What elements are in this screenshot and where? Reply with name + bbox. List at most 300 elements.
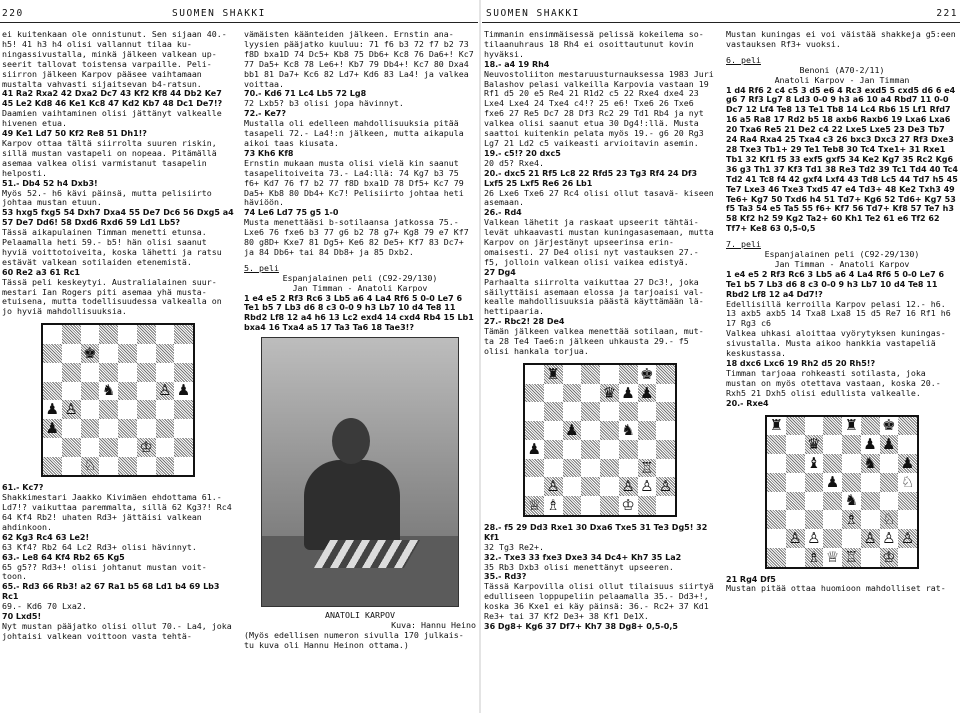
chess-piece-icon: ♙ <box>658 477 673 496</box>
moves: 18.- a4 19 Rh4 <box>484 59 550 69</box>
board-square <box>81 438 100 457</box>
chess-piece-icon: ♙ <box>807 528 821 547</box>
board-square <box>656 421 675 440</box>
board-square <box>638 421 657 440</box>
chess-piece-icon: ♟ <box>825 472 840 491</box>
chess-piece-icon: ♞ <box>101 381 116 400</box>
moves: 27 Dg4 <box>484 267 516 277</box>
right-header <box>482 6 960 23</box>
board-square <box>581 459 600 478</box>
board-square <box>656 402 675 421</box>
board-square <box>99 419 118 438</box>
board-square <box>137 382 156 401</box>
board-square <box>842 510 861 529</box>
board-square <box>156 382 175 401</box>
board-square <box>544 421 563 440</box>
photo-caption: ANATOLI KARPOV <box>325 610 395 621</box>
board-square <box>525 440 544 459</box>
board-square <box>99 438 118 457</box>
player-photo <box>261 337 459 607</box>
board-square <box>805 492 824 511</box>
chess-piece-icon: ♛ <box>807 435 821 454</box>
board-square <box>880 435 899 454</box>
board-square <box>156 438 175 457</box>
board-square <box>600 365 619 384</box>
board-square <box>156 344 175 363</box>
board-square <box>174 457 193 476</box>
board-square <box>842 473 861 492</box>
board-square <box>174 325 193 344</box>
board-square <box>842 417 861 436</box>
board-square <box>118 344 137 363</box>
paragraph: Mustan pitää ottaa huomioon mahdolliset rat- <box>726 583 946 594</box>
paragraph: Valkea uhkasi aloittaa vyörytyksen kuningas- sivustalla. Musta aikoo hankkia vastapeliä keskustassa. <box>726 328 946 359</box>
game-title: 5. peli <box>244 262 279 273</box>
chess-piece-icon: ♚ <box>83 343 97 362</box>
board-square <box>600 496 619 515</box>
board-square <box>767 417 786 436</box>
paragraph: Valkean lähetit ja raskaat upseerit tähtäi- levät uhkaavasti mustan kuningasasemaan, mutta Karpov on järjestänyt upseerinsa erin- omaisesti. 27 De4 olisi nyt vastauksen 27.- f5, jolloin valkean olisi vaikea edistyä. <box>484 217 714 267</box>
board-square <box>156 363 175 382</box>
left-header <box>0 6 478 23</box>
chess-piece-icon: ♗ <box>546 496 560 515</box>
board-square <box>99 400 118 419</box>
board-square <box>842 492 861 511</box>
paragraph: ei kuitenkaan ole onnistunut. Sen sijaan 40.- h5! 41 h3 h4 olisi vallannut tilaa ku- ningassivustalla, minkä jälkeen valkean up- seerit tallovat toistensa varpaille. Peli- siirron jälkeen Karpov pääsee vaihtamaan mustalta vahvasti sijaitsevan b4-ratsun. <box>2 29 227 89</box>
board-square <box>656 477 675 496</box>
chess-piece-icon: ♞ <box>621 421 635 440</box>
moves: 21 Rg4 Df5 <box>726 574 776 584</box>
moves: 70 Lxd5! <box>2 612 42 622</box>
board-square <box>544 365 563 384</box>
board-square <box>43 400 62 419</box>
chess-piece-icon: ♝ <box>807 453 821 472</box>
board-square <box>137 419 156 438</box>
chess-piece-icon: ♚ <box>882 416 896 435</box>
board-square <box>156 457 175 476</box>
paragraph: Shakkimestari Jaakko Kivimäen ehdottama 61.- Ld7!? vaikuttaa paremmalta, sillä 62 Kg3?! Rc4 64 Kf4 Rb2! uhaten Rd3+ jättäisi valkean ahdinkoon. <box>2 492 232 532</box>
board-square <box>581 402 600 421</box>
game-opening: Espanjalainen peli (C92-29/130) <box>764 249 920 260</box>
chess-piece-icon: ♞ <box>844 491 859 510</box>
board-square <box>43 363 62 382</box>
chess-piece-icon: ♗ <box>844 510 859 529</box>
board-square <box>137 457 156 476</box>
game-players: Anatoli Karpov - Jan Timman <box>774 74 910 85</box>
paragraph: vämäisten käänteiden jälkeen. Ernstin ana- lyysien pääjatko kuuluu: 71 f6 b3 72 f7 b2 73 f8D bxa1D 74 Dc5+ Kb8 75 Db6+ Kc8 76 Da6+! Kc7 77 Da5+ Kc8 78 Le6+! Kb7 79 Db4+! Kc7 80 Dxa4 bb1 81 Da7+ Kc6 82 Ld7+ Kd6 83 La4! ja valkea voittaa. <box>244 29 474 89</box>
moves: 73 Kh6 Kf8 <box>244 148 294 158</box>
board-square <box>525 496 544 515</box>
board-square <box>805 510 824 529</box>
moves: 72.- Ke7? <box>244 109 286 119</box>
chess-piece-icon: ♙ <box>546 477 560 496</box>
board-square <box>861 417 880 436</box>
board-square <box>861 548 880 567</box>
chess-piece-icon: ♘ <box>882 510 896 529</box>
board-square <box>544 477 563 496</box>
board-square <box>544 496 563 515</box>
board-square <box>525 365 544 384</box>
board-square <box>600 477 619 496</box>
board-square <box>656 365 675 384</box>
board-square <box>619 402 638 421</box>
board-square <box>99 344 118 363</box>
board-square <box>638 402 657 421</box>
board-square <box>81 344 100 363</box>
chess-piece-icon: ♟ <box>900 453 915 472</box>
board-square <box>544 440 563 459</box>
board-square <box>861 454 880 473</box>
moves: 35.- Rd3? <box>484 572 527 582</box>
moves: 74 Le6 Ld7 75 g5 1-0 <box>244 208 339 218</box>
board-square <box>880 454 899 473</box>
paragraph: Tässä Karpovilla olisi ollut tilaisuus siirtyä edulliseen loppupeliin pelaamalla 35.- Dd3+!, koska 36 Kxe1 ei käy päinsä: 36.- Rc2+ 37 Kd1 Re3+ tai 37 Kf2 De3+ 38 Kf1 De1X. <box>484 581 714 622</box>
board-square <box>861 510 880 529</box>
board-square <box>880 548 899 567</box>
board-square <box>563 365 582 384</box>
chess-piece-icon: ♔ <box>139 437 153 456</box>
moves: 62 Kg3 Rc4 63 Le2! <box>2 532 90 542</box>
board-square <box>619 459 638 478</box>
chess-diagram-1 <box>41 323 195 477</box>
board-square <box>786 473 805 492</box>
board-square <box>898 510 917 529</box>
game-opening: Espanjalainen peli (C92-29/130) <box>282 272 438 283</box>
board-square <box>174 419 193 438</box>
paragraph: Timman tarjoaa rohkeasti sotilasta, joka mustan on myös otettava vastaan, koska 20.- Rxh5 21 Dxh5 olisi edullista valkealle. <box>726 367 941 398</box>
chess-piece-icon: ♖ <box>640 458 654 477</box>
paragraph: Timmanin ensimmäisessä pelissä kokeilema so- tilaanuhraus 18 Rh4 ei osoittautunut kovin hyväksi. <box>484 29 704 59</box>
board-square <box>638 477 657 496</box>
column-2 <box>244 30 476 651</box>
board-square <box>563 421 582 440</box>
board-square <box>581 365 600 384</box>
chess-piece-icon: ♙ <box>621 477 635 496</box>
paragraph: Neuvostoliiton mestaruusturnauksessa 1983 Juri Balashov pelasi valkeilla Karpovia vastaan 19 Rf1 d5 20 e5 Re4 21 R1d2 c5 22 Rxe4 dxe4 23 Lxe4 Lxe4 24 Txe4 c4!? 25 e6! Txe6 26 Txe6 fxe6 27 Re5 Dc7 28 Df3 Rc2 29 Td1 Rb4 ja nyt valkea olisi saanut etua 30 Dg4!:llä. Musta saattoi kuitenkin pelata myös 19.- g6 20 Rg3 Lg7 21 Ld2 c5 vaikeasti arvioitavin asemin. <box>484 68 714 148</box>
board-square <box>62 438 81 457</box>
board-square <box>898 492 917 511</box>
board-square <box>823 435 842 454</box>
board-square <box>525 384 544 403</box>
paragraph: Tässä peli keskeytyi. Australialainen suur- mestari Ian Rogers piti asemaa yhä musta- etuisena, mutta todellisuudessa valkealla on jo hyviä mahdollisuuksia. <box>2 276 222 317</box>
board-square <box>638 384 657 403</box>
board-square <box>43 438 62 457</box>
board-square <box>563 459 582 478</box>
board-square <box>581 496 600 515</box>
paragraph: Karpov ottaa tältä siirrolta suuren riskin, sillä mustan vastapeli on nopeaa. Pitämällä asemaa valkea olisi varmistanut tasapelin helposti. <box>2 137 217 178</box>
chess-piece-icon: ♟ <box>621 383 635 402</box>
board-square <box>861 435 880 454</box>
board-square <box>880 529 899 548</box>
chess-piece-icon: ♙ <box>158 381 172 400</box>
board-square <box>118 438 137 457</box>
board-square <box>786 492 805 511</box>
paragraph: Ernstin mukaan musta olisi vielä kin saanut tasapelitoiveita 73.- La4:llä: 74 Kg7 b3 75 f6+ Kd7 76 f7 b2 77 f8D bxa1D 78 Df5+ Kc7 79 Da5+ Kb8 80 Db4+ Kc7! Pelisiirto johtaa heti häviöön. <box>244 157 464 208</box>
running-head: SUOMEN SHAKKI <box>486 8 580 19</box>
board-square <box>842 548 861 567</box>
gutter <box>479 0 481 713</box>
paragraph: Daamien vaihtaminen olisi jättänyt valkealle hivenen etua. <box>2 108 222 129</box>
board-square <box>43 325 62 344</box>
board-square <box>118 457 137 476</box>
paragraph: Mustalla oli edelleen mahdollisuuksia pitää tasapeli 72.- La4!:n jälkeen, mutta aikapula aikoi taas kiusata. <box>244 118 464 148</box>
paragraph: 20 d5? Rxe4. <box>484 157 544 168</box>
page-number: 220 <box>2 8 24 19</box>
board-square <box>619 365 638 384</box>
board-square <box>861 473 880 492</box>
board-square <box>805 417 824 436</box>
board-square <box>43 382 62 401</box>
game-title: 6. peli <box>726 54 761 65</box>
paragraph: Tämän jälkeen valkea menettää sotilaan, mut- ta 28 Te4 Tae6:n jälkeen uhkausta 29.- f5 olisi hankala torjua. <box>484 326 704 356</box>
chess-piece-icon: ♟ <box>863 435 877 454</box>
board-square <box>62 325 81 344</box>
board-square <box>619 440 638 459</box>
board-square <box>767 529 786 548</box>
board-square <box>563 384 582 403</box>
board-square <box>137 438 156 457</box>
board-square <box>619 477 638 496</box>
column-3 <box>484 30 716 632</box>
board-square <box>786 454 805 473</box>
board-square <box>805 454 824 473</box>
board-square <box>880 473 899 492</box>
chess-piece-icon: ♜ <box>844 416 859 435</box>
board-square <box>823 454 842 473</box>
board-square <box>619 421 638 440</box>
chess-piece-icon: ♟ <box>45 400 60 419</box>
board-square <box>805 435 824 454</box>
photo-note: (Myös edellisen numeron sivulla 170 julkais- <box>244 630 464 640</box>
board-square <box>880 510 899 529</box>
chess-piece-icon: ♘ <box>83 456 97 475</box>
board-square <box>563 496 582 515</box>
board-square <box>174 363 193 382</box>
moves: 61.- Kc7? <box>2 483 44 493</box>
board-square <box>656 384 675 403</box>
moves: 18 dxc6 Lxc6 19 Rh2 d5 20 Rh5!? <box>726 359 876 368</box>
board-square <box>823 548 842 567</box>
board-square <box>767 492 786 511</box>
column-4 <box>726 30 958 594</box>
board-square <box>81 400 100 419</box>
board-square <box>842 435 861 454</box>
paragraph: Tässä aikapulainen Timman menetti etunsa. Pelaamalla heti 59.- b5! hän olisi saanut hyviä voittotoiveita, koska lähetti ja ratsu estävät valkean sotilaiden etenemistä. <box>2 227 222 267</box>
paragraph: Myös 52.- h6 kävi päinsä, mutta pelisiirto johtaa mustan etuun. <box>2 187 212 208</box>
board-square <box>638 496 657 515</box>
moves: 53 hxg5 fxg5 54 Dxh7 Dxa4 55 De7 Dc6 56 Dxg5 a4 57 De7 Dd6! 58 Dxd6 Rxd6 59 Ld1 Lb5? <box>2 208 234 228</box>
board-square <box>805 473 824 492</box>
chess-piece-icon: ♕ <box>527 496 542 515</box>
board-square <box>581 440 600 459</box>
chess-piece-icon: ♙ <box>788 528 802 547</box>
board-square <box>174 344 193 363</box>
chess-diagram-3 <box>765 415 919 569</box>
game-title: 7. peli <box>726 239 761 250</box>
board-square <box>842 454 861 473</box>
chess-piece-icon: ♚ <box>640 364 654 383</box>
board-square <box>581 477 600 496</box>
chess-piece-icon: ♜ <box>769 416 784 435</box>
chess-piece-icon: ♙ <box>863 528 877 547</box>
chess-piece-icon: ♙ <box>64 400 78 419</box>
board-square <box>174 382 193 401</box>
board-square <box>81 363 100 382</box>
chess-piece-icon: ♙ <box>882 528 896 547</box>
board-square <box>137 325 156 344</box>
board-square <box>99 382 118 401</box>
running-head: SUOMEN SHAKKI <box>172 8 266 19</box>
board-square <box>842 529 861 548</box>
moves: 70.- Kd6 71 Lc4 Lb5 72 Lg8 <box>244 89 367 99</box>
board-square <box>823 473 842 492</box>
chess-piece-icon: ♙ <box>900 528 915 547</box>
board-square <box>62 400 81 419</box>
paragraph: 35 Rb3 Dxb3 olisi menettänyt upseeren. <box>484 561 674 572</box>
paragraph: Mustan kuningas ei voi väistää shakkeja g5:een vastauksen Rf3+ vuoksi. <box>726 29 956 49</box>
paragraph: Edellisillä kerroilla Karpov pelasi 12.- h6. 13 axb5 axb5 14 Txa8 Lxa8 15 d5 Re7 16 Rf1 h6 17 Rg3 c6 <box>726 298 951 329</box>
board-square <box>544 402 563 421</box>
moves: 51.- Db4 52 h4 Dxb3! <box>2 178 98 188</box>
board-square <box>62 457 81 476</box>
board-square <box>43 419 62 438</box>
chess-piece-icon: ♘ <box>900 472 915 491</box>
board-square <box>600 440 619 459</box>
board-square <box>156 419 175 438</box>
board-square <box>898 529 917 548</box>
chess-piece-icon: ♙ <box>640 477 654 496</box>
chess-piece-icon: ♔ <box>882 547 896 566</box>
chess-piece-icon: ♟ <box>527 439 542 458</box>
board-square <box>62 363 81 382</box>
board-square <box>898 454 917 473</box>
board-square <box>525 459 544 478</box>
moves: 26.- Rd4 <box>484 208 522 218</box>
board-square <box>898 548 917 567</box>
board-square <box>767 454 786 473</box>
paragraph: Parhaalta siirrolta vaikuttaa 27 Dc3!, joka säilyttäisi asemaan elossa ja tarjoaisi val- kealle mahdollisuuksia päästä käyttämään lä- hettipaaria. <box>484 276 704 317</box>
board-square <box>767 435 786 454</box>
moves: 36 Dg8+ Kg6 37 Df7+ Kh7 38 Dg8+ 0,5-0,5 <box>484 621 678 631</box>
game-players: Jan Timman - Anatoli Karpov <box>292 282 428 293</box>
board-square <box>600 459 619 478</box>
column-1 <box>2 30 234 642</box>
board-square <box>544 384 563 403</box>
board-square <box>767 473 786 492</box>
paragraph: 63 Kf4? Rb2 64 Lc2 Rd3+ olisi hävinnyt. <box>2 541 197 552</box>
board-square <box>581 421 600 440</box>
board-square <box>137 344 156 363</box>
chess-piece-icon: ♟ <box>882 435 896 454</box>
board-square <box>118 400 137 419</box>
board-square <box>656 496 675 515</box>
board-square <box>786 510 805 529</box>
board-square <box>99 457 118 476</box>
board-square <box>861 529 880 548</box>
chess-piece-icon: ♞ <box>863 453 877 472</box>
board-square <box>563 440 582 459</box>
moves: 49 Ke1 Ld7 50 Kf2 Re8 51 Dh1!? <box>2 129 147 139</box>
chess-piece-icon: ♟ <box>45 418 60 437</box>
board-square <box>62 419 81 438</box>
board-square <box>823 510 842 529</box>
moves: 20.- dxc5 21 Rf5 Lc8 22 Rfd5 23 Tg3 Rf4 24 Df3 Lxf5 25 Lxf5 Re6 26 Lb1 <box>484 168 698 188</box>
moves: 27.- Rbc2! 28 De4 <box>484 317 565 327</box>
board-square <box>563 477 582 496</box>
moves: 1 d4 Rf6 2 c4 c5 3 d5 e6 4 Rc3 exd5 5 cxd5 d6 6 e4 g6 7 Rf3 Lg7 8 Ld3 0-0 9 h3 a6 10 a4 Rbd7 11 0-0 Dc7 12 Lf4 Te8 13 Te1 Tb8 14 Lc4 Rb6 15 Lf1 Rfd7 16 a5 Ra8 17 Rd2 b5 18 axb6 Raxb6 19 Lxa6 Lxa6 20 Txa6 Re5 21 De2 c4 22 Lxe5 Lxe5 23 De3 Tb7 24 Ra4 Rxa4 25 Txa4 c3 26 bxc3 Dxc3 27 Rf3 Dxe3 28 Txe3 Tb1+ 29 Te1 Teb8 30 Tc4 Txe1+ 31 Rxe1 Tb1 32 Kf1 f5 33 exf5 gxf5 34 Ke2 Kg7 35 Rc2 Kg6 36 g3 Th1 37 Kf3 Td1 38 Re3 Td2 39 Tc1 Td4 40 Tc4 Td2 41 Tc8 f4 42 gxf4 Lxf4 43 Td8 Lc5 44 Td7 h5 45 Te7 Lxe3 46 Txe3 Txd5 47 e4 Td3+ 48 Ke2 Txh3 49 Te6+ Kg7 50 Txd6 h4 51 Td7+ Kg6 52 Td6+ Kg7 53 f5 Ta3 54 e5 Ta5 55 f6+ Kf7 56 Td7+ Kf8 57 Te7 h3 58 Kf2 h2 59 Kg2 Ta2+ 60 Kh1 Te2 61 e6 Tf2 62 Tf7+ Ke8 63 0,5-0,5 <box>726 85 958 234</box>
board-square <box>99 363 118 382</box>
board-square <box>525 421 544 440</box>
board-square <box>62 382 81 401</box>
board-square <box>118 382 137 401</box>
board-square <box>898 473 917 492</box>
moves: 32.- Txe3 33 fxe3 Dxe3 34 Dc4+ Kh7 35 La2 <box>484 552 682 562</box>
board-square <box>805 529 824 548</box>
board-square <box>600 421 619 440</box>
right-page <box>482 0 960 713</box>
board-square <box>600 402 619 421</box>
page-number: 221 <box>936 8 958 19</box>
board-square <box>638 440 657 459</box>
chess-piece-icon: ♕ <box>825 547 840 566</box>
chess-piece-icon: ♟ <box>565 421 579 440</box>
board-square <box>805 548 824 567</box>
board-square <box>118 325 137 344</box>
moves: 65.- Rd3 66 Rb3! a2 67 Ra1 b5 68 Ld1 b4 69 Lb3 Rc1 <box>2 582 220 602</box>
board-square <box>786 548 805 567</box>
board-square <box>880 417 899 436</box>
board-square <box>600 384 619 403</box>
board-square <box>174 400 193 419</box>
board-square <box>581 384 600 403</box>
board-square <box>786 529 805 548</box>
board-square <box>156 400 175 419</box>
game-opening: Benoni (A70-2/11) <box>799 64 885 75</box>
moves: 1 e4 e5 2 Rf3 Rc6 3 Lb5 a6 4 La4 Rf6 5 0-0 Le7 6 Te1 b5 7 Lb3 d6 8 c3 0-0 9 h3 Lb7 10 d4 Te8 11 Rbd2 Lf8 12 a4 Dd7!? <box>726 269 945 299</box>
board-square <box>118 363 137 382</box>
moves: 41 Ra2 Rxa2 42 Dxa2 Dc7 43 Kf2 Kf8 44 Db2 Ke7 45 Le2 Kd8 46 Ke1 Kc8 47 Kd2 Kb7 48 Dc1 De7!? <box>2 89 223 109</box>
board-square <box>638 365 657 384</box>
photo-credit: Kuva: Hannu Heino <box>391 620 476 631</box>
paragraph: 69.- Kd6 70 Lxa2. <box>2 601 87 612</box>
paragraph: 65 g5?? Rd3+! olisi johtanut mustan voit- toon. <box>2 561 207 582</box>
board-square <box>81 457 100 476</box>
board-square <box>525 402 544 421</box>
board-square <box>563 402 582 421</box>
board-square <box>898 417 917 436</box>
photo-note: tu kuva oli Hannu Heinon ottama.) <box>244 639 409 650</box>
moves: 1 e4 e5 2 Rf3 Rc6 3 Lb5 a6 4 La4 Rf6 5 0-0 Le7 6 Te1 b5 7 Lb3 d6 8 c3 0-0 9 h3 Lb7 10 d4 Te8 11 Rbd2 Lf8 12 a4 h6 13 Lc2 exd4 14 cxd4 Rb4 15 Lb1 bxa4 16 Txa4 a5 17 Ta3 Ta6 18 Tae3!? <box>244 293 474 333</box>
board-square <box>638 459 657 478</box>
board-square <box>880 492 899 511</box>
board-square <box>174 438 193 457</box>
board-square <box>767 510 786 529</box>
board-square <box>43 457 62 476</box>
left-page <box>0 0 478 713</box>
paragraph: 72 Lxb5? b3 olisi jopa hävinnyt. <box>244 98 404 109</box>
board-square <box>823 492 842 511</box>
chess-piece-icon: ♛ <box>602 383 617 402</box>
chess-piece-icon: ♟ <box>640 383 654 402</box>
board-square <box>619 496 638 515</box>
board-square <box>656 459 675 478</box>
moves: 60 Re2 a3 61 Rc1 <box>2 267 80 277</box>
board-square <box>118 419 137 438</box>
paragraph: 32 Tg3 Re2+. <box>484 541 544 552</box>
chess-diagram-2 <box>523 363 677 517</box>
board-square <box>823 417 842 436</box>
board-square <box>767 548 786 567</box>
